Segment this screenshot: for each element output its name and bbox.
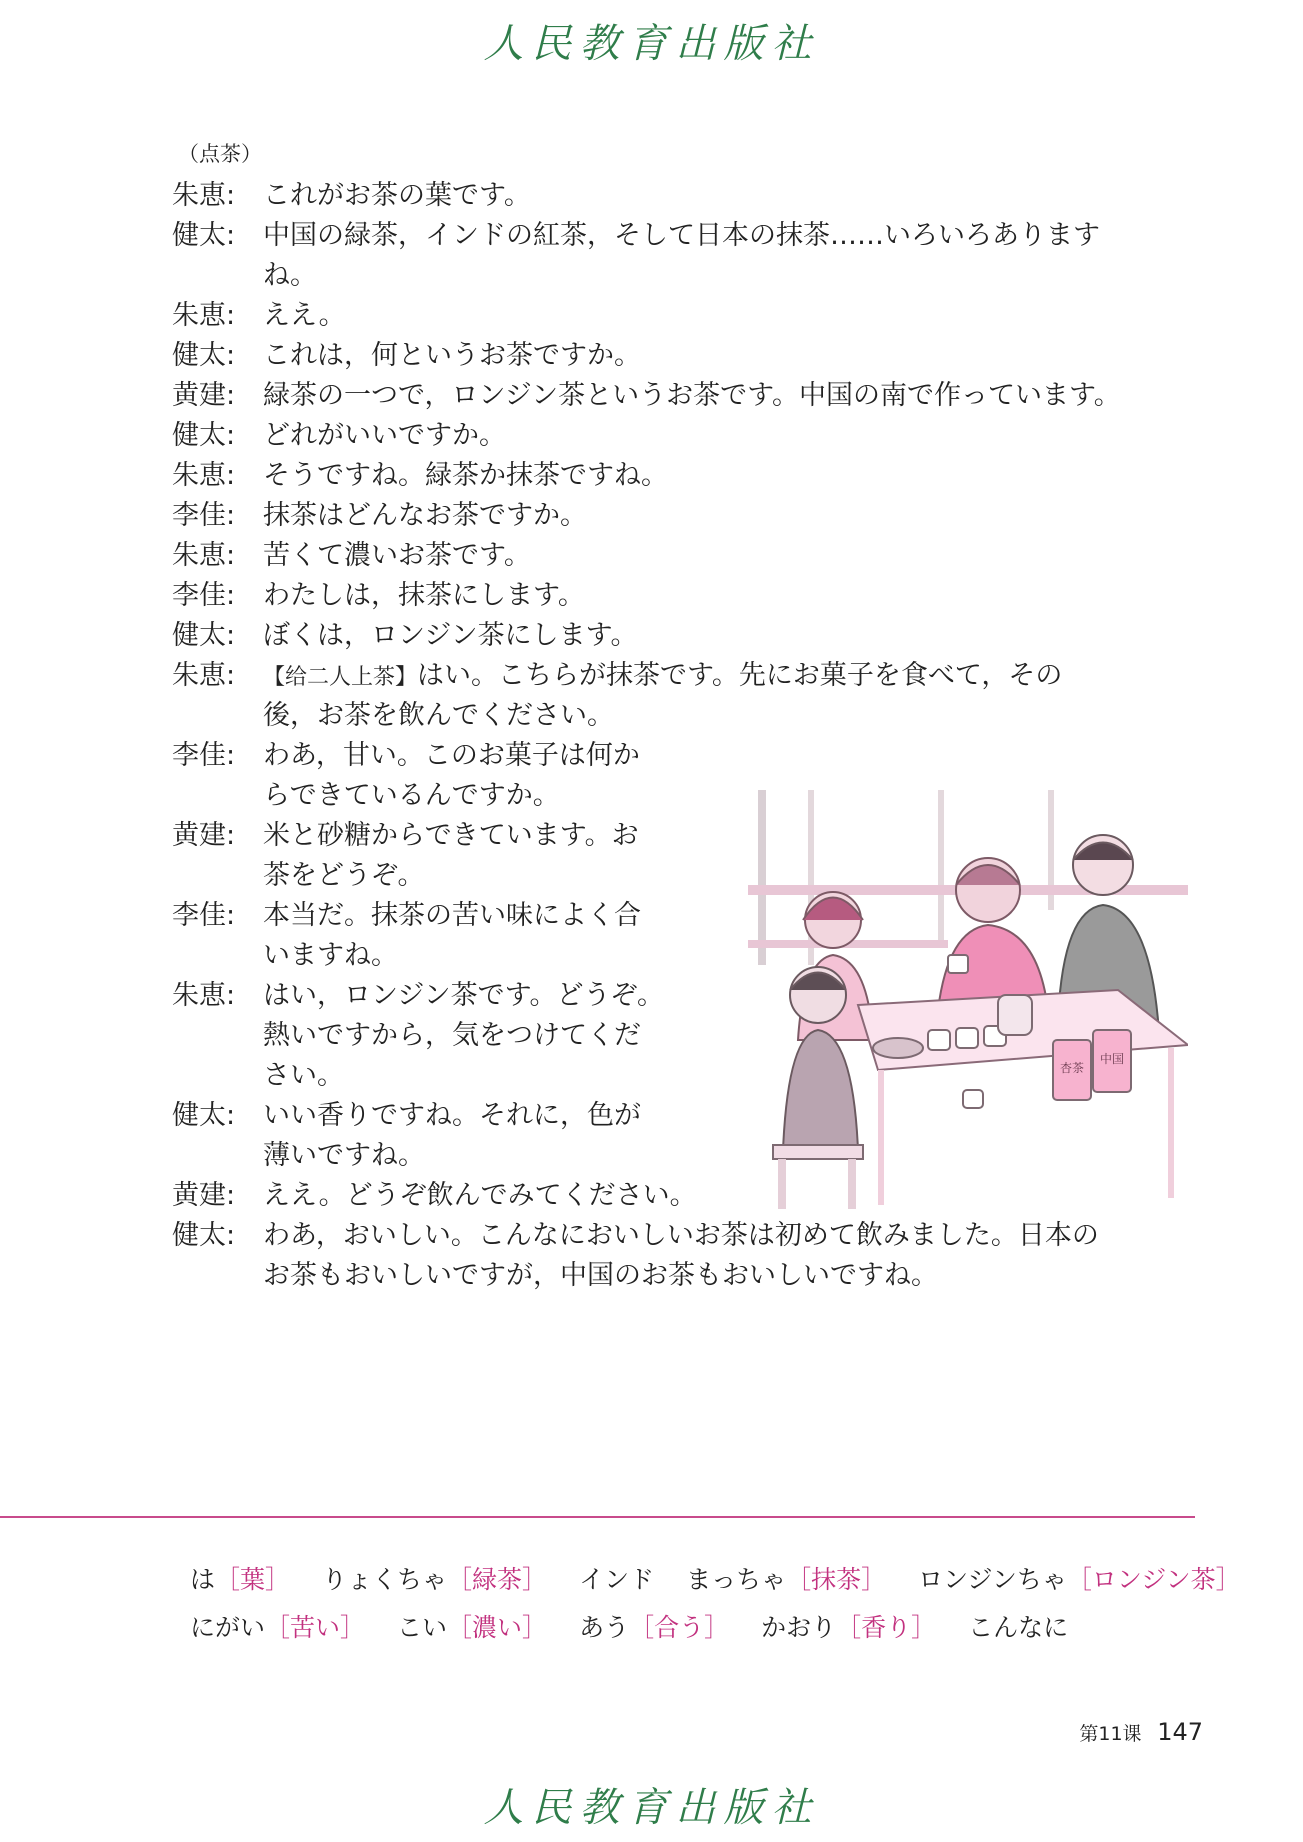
publisher-logo-top: 人民教育出版社 xyxy=(483,21,820,67)
vocab-item xyxy=(190,1613,365,1642)
page-footer xyxy=(1079,1718,1203,1746)
vocab-reading: は xyxy=(190,1565,216,1594)
divider-line xyxy=(0,1516,1195,1518)
speaker-name: 健太: xyxy=(172,220,236,251)
speaker-name: 黄建: xyxy=(172,1180,236,1211)
dialogue-line: 茶をどうぞ。 xyxy=(263,860,425,891)
speaker-name: 健太: xyxy=(172,1100,236,1131)
dialogue-line: 本当だ。抹茶の苦い味によく合 xyxy=(263,900,641,931)
vocab-reading: まっちゃ xyxy=(686,1565,787,1594)
vocab-kanji: ［濃い］ xyxy=(447,1613,548,1642)
speaker-name: 李佳: xyxy=(172,500,236,531)
speaker-name: 朱恵: xyxy=(172,540,236,571)
dialogue-line: そうですね。緑茶か抹茶ですね。 xyxy=(263,460,668,491)
dialogue-line: いますね。 xyxy=(263,940,398,971)
speaker-name: 李佳: xyxy=(172,740,236,771)
speaker-name: 朱恵: xyxy=(172,300,236,331)
speaker-name: 朱恵: xyxy=(172,180,236,211)
vocab-reading: こんなに xyxy=(968,1613,1069,1642)
dialogue-line: ぼくは，ロンジン茶にします。 xyxy=(263,620,638,651)
speaker-name: 健太: xyxy=(172,340,236,371)
speaker-name: 李佳: xyxy=(172,580,236,611)
vocab-item xyxy=(579,1613,729,1642)
dialogue-line: これがお茶の葉です。 xyxy=(263,180,531,211)
stage-direction: 【给二人上茶】 xyxy=(263,665,418,690)
vocab-kanji: ［香り］ xyxy=(836,1613,937,1642)
vocab-item xyxy=(397,1613,547,1642)
dialogue-line: 苦くて濃いお茶です。 xyxy=(263,540,531,571)
vocab-reading: インド xyxy=(579,1565,655,1594)
speaker-name: 朱恵: xyxy=(172,980,236,1011)
dialogue-line: 後，お茶を飲んでください。 xyxy=(263,700,614,731)
dialogue-line: いい香りですね。それに，色が xyxy=(263,1100,641,1131)
dialogue-line: わあ，おいしい。こんなにおいしいお茶は初めて飲みました。日本の xyxy=(263,1220,1099,1251)
vocab-row-1 xyxy=(190,1560,1273,1600)
vocab-item xyxy=(686,1565,886,1594)
vocab-reading: ロンジンちゃ xyxy=(918,1565,1067,1594)
dialogue-line: 中国の緑茶，インドの紅茶，そして日本の抹茶……いろいろあります xyxy=(263,220,1100,251)
vocab-kanji: ［合う］ xyxy=(629,1613,730,1642)
vocab-item xyxy=(761,1613,936,1642)
dialogue-line: ね。 xyxy=(263,260,317,291)
tea-party-illustration xyxy=(748,790,1188,1210)
vocab-item xyxy=(579,1565,654,1594)
speaker-name: 李佳: xyxy=(172,900,236,931)
lesson-number: 第11课 xyxy=(1079,1723,1142,1745)
dialogue-line xyxy=(263,656,1062,698)
vocab-item xyxy=(322,1565,547,1594)
vocab-kanji: ［抹茶］ xyxy=(786,1565,887,1594)
dialogue-line: さい。 xyxy=(263,1060,344,1091)
page-number: 147 xyxy=(1157,1718,1203,1746)
speaker-name: 朱恵: xyxy=(172,660,236,691)
dialogue-line: 緑茶の一つで，ロンジン茶というお茶です。中国の南で作っています。 xyxy=(263,380,1121,411)
vocab-reading: こい xyxy=(397,1613,448,1642)
dialogue-line: どれがいいですか。 xyxy=(263,420,506,451)
vocab-kanji: ［ロンジン茶］ xyxy=(1066,1565,1241,1594)
vocab-item xyxy=(918,1565,1241,1594)
dialogue-line: ええ。 xyxy=(263,300,346,331)
vocab-reading: にがい xyxy=(190,1613,266,1642)
speaker-name: 黄建: xyxy=(172,820,236,851)
jar-label-2: 中国 xyxy=(1099,1052,1125,1066)
dialogue-line: わあ，甘い。このお菓子は何か xyxy=(263,740,640,771)
speaker-name: 黄建: xyxy=(172,380,236,411)
dialogue-line: 薄いですね。 xyxy=(263,1140,425,1171)
publisher-logo-bottom: 人民教育出版社 xyxy=(483,1785,820,1831)
section-label: （点茶） xyxy=(178,142,262,166)
vocab-reading: かおり xyxy=(761,1613,837,1642)
vocab-item xyxy=(190,1565,290,1594)
dialogue-line: ええ。どうぞ飲んでみてください。 xyxy=(263,1180,697,1211)
vocab-row-2 xyxy=(190,1608,1100,1648)
speaker-name: 健太: xyxy=(172,620,236,651)
speaker-name: 健太: xyxy=(172,420,236,451)
vocab-item xyxy=(968,1613,1068,1642)
dialogue-line: わたしは，抹茶にします。 xyxy=(263,580,585,611)
jar-label-1: 杏茶 xyxy=(1059,1061,1085,1075)
dialogue-line: これは，何というお茶ですか。 xyxy=(263,340,641,371)
vocab-reading: りょくちゃ xyxy=(322,1565,448,1594)
dialogue-line: はい，ロンジン茶です。どうぞ。 xyxy=(263,980,664,1011)
dialogue-line: 米と砂糖からできています。お xyxy=(263,820,639,851)
dialogue-line: お茶もおいしいですが，中国のお茶もおいしいですね。 xyxy=(263,1260,938,1291)
speaker-name: 健太: xyxy=(172,1220,236,1251)
vocab-kanji: ［葉］ xyxy=(215,1565,291,1594)
dialogue-line: 抹茶はどんなお茶ですか。 xyxy=(263,500,587,531)
dialogue-text: はい。こちらが抹茶です。先にお菓子を食べて，その xyxy=(417,660,1063,691)
dialogue-line: らできているんですか。 xyxy=(263,780,560,811)
vocab-kanji: ［苦い］ xyxy=(265,1613,366,1642)
speaker-name: 朱恵: xyxy=(172,460,236,491)
vocab-reading: あう xyxy=(579,1613,630,1642)
vocab-kanji: ［緑茶］ xyxy=(447,1565,548,1594)
dialogue-line: 熱いですから，気をつけてくだ xyxy=(263,1020,641,1051)
